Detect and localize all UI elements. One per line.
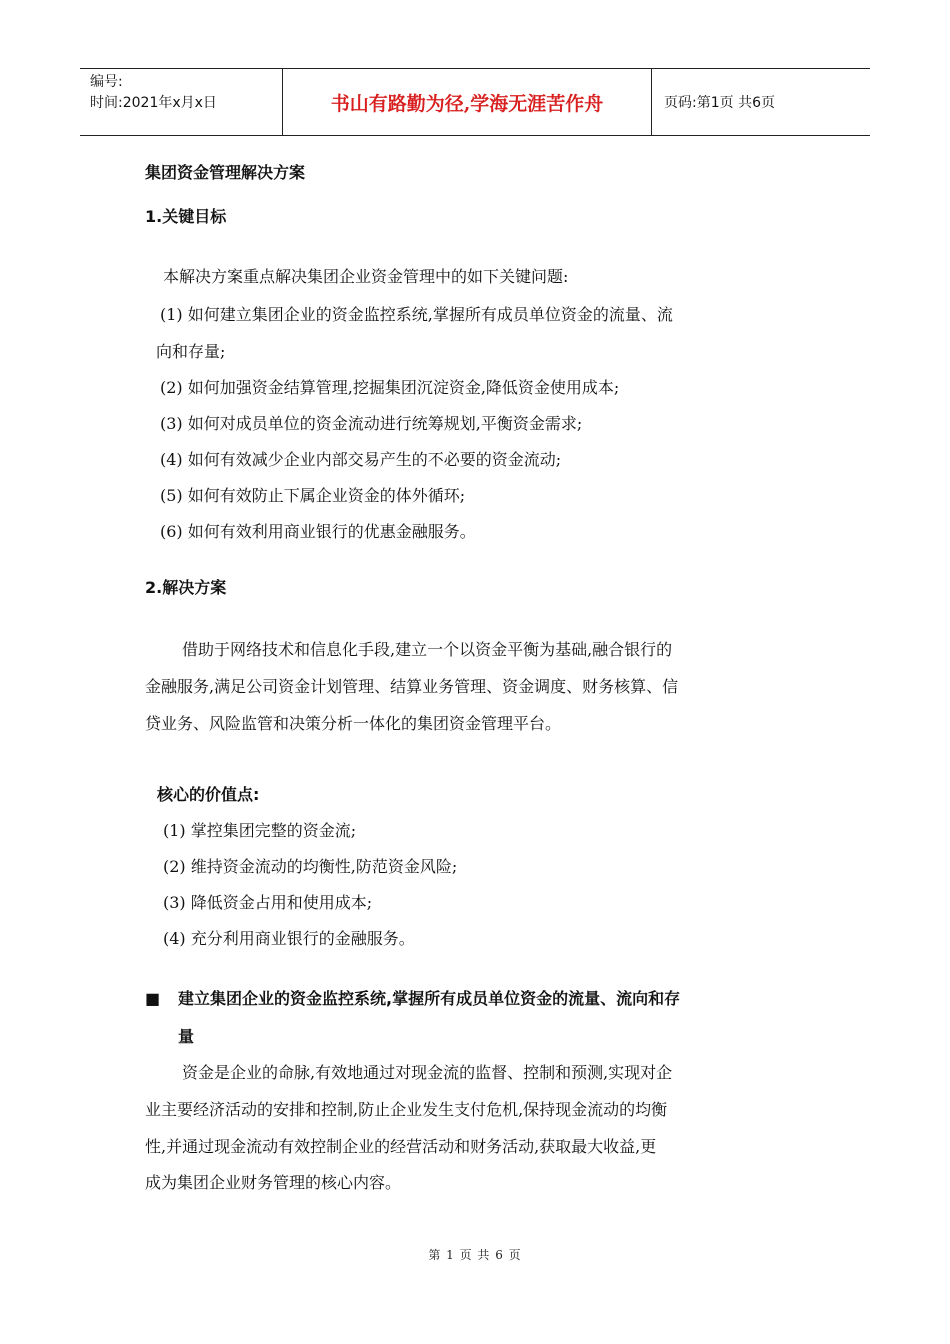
header-table	[80, 68, 870, 136]
value-heading: 核心的价值点:	[157, 785, 260, 804]
header-left-cell	[80, 69, 282, 135]
section-3-heading-line-2: 量	[178, 1027, 195, 1046]
section-1-heading: 1.关键目标	[145, 207, 227, 226]
motto: 书山有路勤为径,学海无涯苦作舟	[282, 69, 652, 135]
section-3-para-line-2: 业主要经济活动的安排和控制,防止企业发生支付危机,保持现金流动的均衡	[145, 1100, 668, 1119]
bullet-square: ■	[145, 989, 161, 1008]
section-2-para-line-3: 贷业务、风险监管和决策分析一体化的集团资金管理平台。	[145, 714, 562, 733]
section-2-heading: 2.解决方案	[145, 578, 227, 597]
section-3-para-line-3: 性,并通过现金流动有效控制企业的经营活动和财务活动,获取最大收益,更	[145, 1137, 657, 1156]
value-item-4: (4) 充分利用商业银行的金融服务。	[163, 929, 415, 948]
section-3-heading-line-1: 建立集团企业的资金监控系统,掌握所有成员单位资金的流量、流向和存	[178, 989, 681, 1008]
page-footer: 第 1 页 共 6 页	[428, 1248, 522, 1262]
section-1-item-6: (6) 如何有效利用商业银行的优惠金融服务。	[160, 522, 476, 541]
section-1-item-1b: 向和存量;	[156, 342, 226, 361]
section-1-item-4: (4) 如何有效减少企业内部交易产生的不必要的资金流动;	[160, 450, 562, 469]
number-label: 编号:	[90, 74, 123, 90]
value-item-3: (3) 降低资金占用和使用成本;	[163, 893, 373, 912]
section-1-item-1a: (1) 如何建立集团企业的资金监控系统,掌握所有成员单位资金的流量、流	[160, 305, 673, 324]
section-2-para-line-2: 金融服务,满足公司资金计划管理、结算业务管理、资金调度、财务核算、信	[145, 677, 679, 696]
section-1-item-5: (5) 如何有效防止下属企业资金的体外循环;	[160, 486, 466, 505]
section-1-intro: 本解决方案重点解决集团企业资金管理中的如下关键问题:	[163, 267, 569, 286]
section-3-para-line-1: 资金是企业的命脉,有效地通过对现金流的监督、控制和预测,实现对企	[182, 1063, 673, 1082]
section-2-para-line-1: 借助于网络技术和信息化手段,建立一个以资金平衡为基础,融合银行的	[182, 640, 673, 659]
page-info: 页码:第1页 共6页	[664, 95, 775, 111]
section-3-para-line-4: 成为集团企业财务管理的核心内容。	[145, 1173, 402, 1192]
value-item-2: (2) 维持资金流动的均衡性,防范资金风险;	[163, 857, 458, 876]
section-1-item-3: (3) 如何对成员单位的资金流动进行统筹规划,平衡资金需求;	[160, 414, 583, 433]
doc-title: 集团资金管理解决方案	[145, 163, 306, 182]
section-1-item-2: (2) 如何加强资金结算管理,挖掘集团沉淀资金,降低资金使用成本;	[160, 378, 620, 397]
time-label: 时间:2021年x月x日	[90, 95, 217, 111]
value-item-1: (1) 掌控集团完整的资金流;	[163, 821, 357, 840]
